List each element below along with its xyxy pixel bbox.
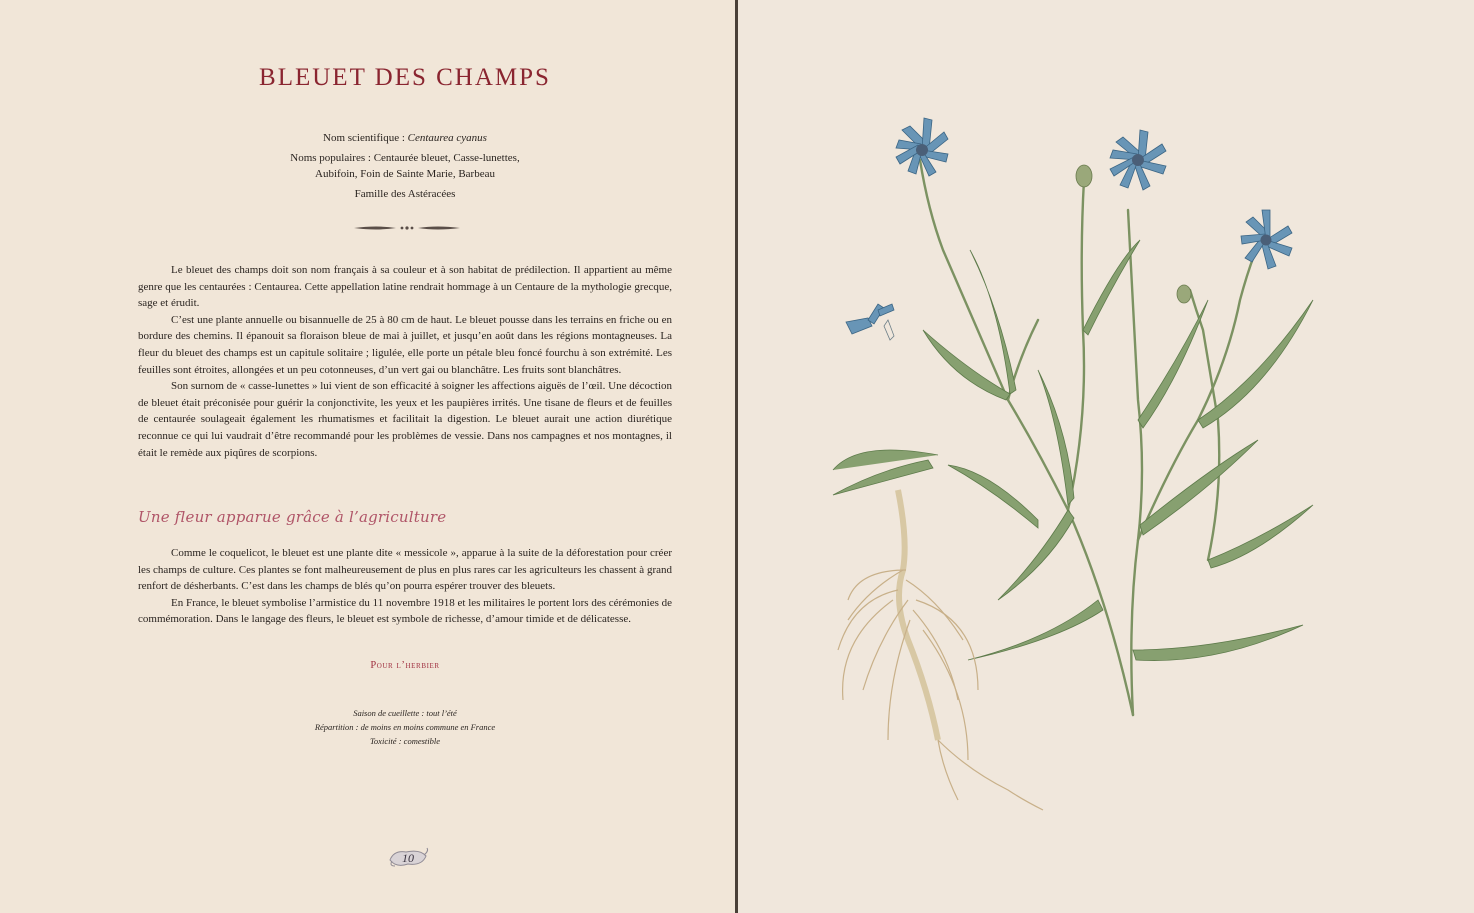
cornflower-illustration: [738, 0, 1474, 913]
popular-names-continued: Aubifoin, Foin de Sainte Marie, Barbeau: [315, 168, 495, 180]
paragraph: C’est une plante annuelle ou bisannuelle de 25 à 80 cm de haut. Le bleuet pousse dans les terrains en friche ou en bordure des chemins. Il épanouit sa floraison bleue de mai à juillet, et jusqu’en août dans les régions montagneuses. La fleur du bleuet des champs est un capitule solitaire ; ligulée, elle porte un pétale bleu foncé fourchu à son extrémité. Les feuilles sont étroites, allongées et un peu cotonneuses, d’un vert gai ou blanchâtre. Les fruits sont blanchâtres.: [138, 313, 672, 376]
page-title: BLEUET DES CHAMPS: [259, 64, 551, 91]
paragraph: Comme le coquelicot, le bleuet est une plante dite « messicole », apparue à la suite de la déforestation pour créer les champs de culture. Ces plantes se font malheureusement de plus en plus rares car les agriculteurs les chassent à grand renfort de désherbants. C’est dans les champs de blés qu’on pourra espérer trouver des bleuets.: [138, 547, 672, 593]
section-heading: Une fleur apparue grâce à l’agriculture: [138, 508, 447, 526]
section-text: [138, 545, 672, 628]
detached-floret-icon: [846, 304, 894, 340]
toxicity: Toxicité : comestible: [369, 736, 441, 746]
herbier-heading: Pour l’herbier: [370, 660, 440, 671]
page-number: 10: [386, 846, 430, 870]
left-page: [0, 0, 735, 913]
paragraph: En France, le bleuet symbolise l’armistice du 11 novembre 1918 et les militaires le portent lors des cérémonies de commémoration. Dans le langage des fleurs, le bleuet est symbole de richesse, d’amour timide et de délicatesse.: [138, 596, 672, 626]
popular-names: Noms populaires : Centaurée bleuet, Casse-lunettes,: [290, 152, 520, 164]
paragraph: Son surnom de « casse-lunettes » lui vient de son efficacité à soigner les affections aiguës de l’œil. Une décoction de bleuet était préconisée pour guérir la conjonctivite, les yeux et les paupières irrités. Une tisane de fleurs et de feuilles de centaurée soulageait également les rhumatismes et facilitait la digestion. Le bleuet aurait une action diurétique reconnue ce qui lui vaudrait d’être recommandé pour les problèmes de vessie. Dans nos campagnes et nos montagnes, il était le remède aux piqûres de scorpions.: [138, 380, 672, 459]
right-page: [738, 0, 1474, 913]
harvest-season: Saison de cueillette : tout l’été: [353, 708, 457, 718]
flower-head-icon: [1241, 210, 1292, 269]
distribution: Répartition : de moins en moins commune en France: [314, 722, 496, 732]
herbier-info: [0, 706, 810, 748]
intro-text: [138, 262, 672, 461]
flower-head-icon: [1110, 130, 1166, 190]
plant-family: Famille des Astéracées: [354, 188, 456, 200]
scientific-name-line: Nom scientifique : Centaurea cyanus: [323, 132, 487, 144]
paragraph: Le bleuet des champs doit son nom français à sa couleur et à son habitat de prédilection. Il appartient au même genre que les centaurées : Centaurea. Cette appellation latine rendrait hommage à un Centaure de la mythologie grecque, sage et érudit.: [138, 264, 672, 310]
divider-ornament-icon: [352, 222, 462, 234]
plant-metadata: [0, 130, 810, 206]
scientific-name: Centaurea cyanus: [407, 132, 487, 144]
root-icon: [838, 490, 1043, 810]
